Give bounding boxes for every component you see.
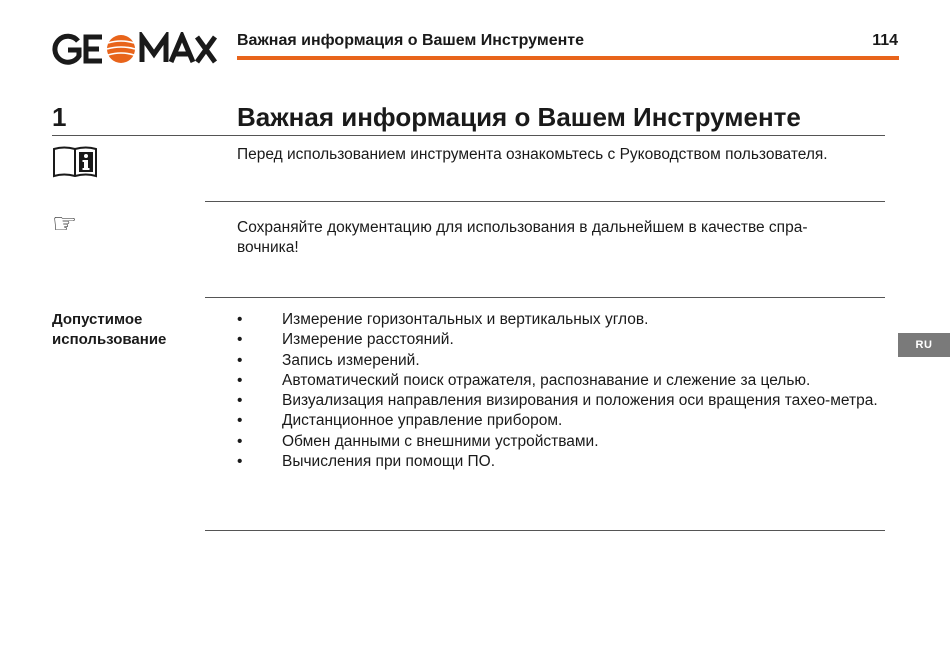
bullet: • xyxy=(237,453,243,471)
bullet: • xyxy=(237,412,243,430)
bullet: • xyxy=(237,432,243,450)
bullet: • xyxy=(237,371,243,389)
pointing-hand-icon: ☞ xyxy=(52,208,78,239)
list-item-text: Дистанционное управление прибором. xyxy=(282,412,563,430)
manual-note-text: Перед использованием инструмента ознакомьтесь с Руководством пользователя. xyxy=(237,146,828,163)
list-item xyxy=(237,330,887,350)
header-title: Важная информация о Вашем Инструменте xyxy=(237,32,584,49)
list-item-text: Запись измерений. xyxy=(282,351,420,369)
chapter-divider xyxy=(52,135,885,136)
chapter-title: Важная информация о Вашем Инструменте xyxy=(237,102,801,132)
header-rule xyxy=(237,56,899,60)
intended-use-list xyxy=(237,310,887,472)
list-item xyxy=(237,432,887,452)
list-item xyxy=(237,351,887,371)
list-item-text: Измерение расстояний. xyxy=(282,331,454,349)
bullet: • xyxy=(237,392,243,410)
page-number: 114 xyxy=(872,32,898,49)
list-item xyxy=(237,310,887,330)
section-divider xyxy=(205,297,885,298)
chapter-number: 1 xyxy=(52,102,67,132)
section-divider xyxy=(205,201,885,202)
bullet: • xyxy=(237,331,243,349)
manual-info-icon xyxy=(52,145,98,179)
list-item-text: Измерение горизонтальных и вертикальных углов. xyxy=(282,311,649,328)
bullet: • xyxy=(237,311,243,328)
list-item-text: Вычисления при помощи ПО. xyxy=(282,453,496,471)
bullet: • xyxy=(237,351,243,369)
keep-docs-note-text: Сохраняйте документацию для использования в дальнейшем в качестве спра-вочника! xyxy=(237,219,808,256)
list-item xyxy=(237,452,887,472)
geomax-logo xyxy=(52,32,218,66)
list-item-text: Визуализация направления визирования и положения оси вращения тахео-метра. xyxy=(282,392,878,410)
intended-use-label: Допустимое использование xyxy=(52,311,167,348)
language-tab[interactable]: RU xyxy=(898,333,950,357)
list-item-text: Автоматический поиск отражателя, распознавание и слежение за целью. xyxy=(282,371,811,389)
section-divider xyxy=(205,530,885,531)
list-item xyxy=(237,411,887,431)
list-item xyxy=(237,371,887,391)
list-item xyxy=(237,391,887,411)
list-item-text: Обмен данными с внешними устройствами. xyxy=(282,432,599,450)
